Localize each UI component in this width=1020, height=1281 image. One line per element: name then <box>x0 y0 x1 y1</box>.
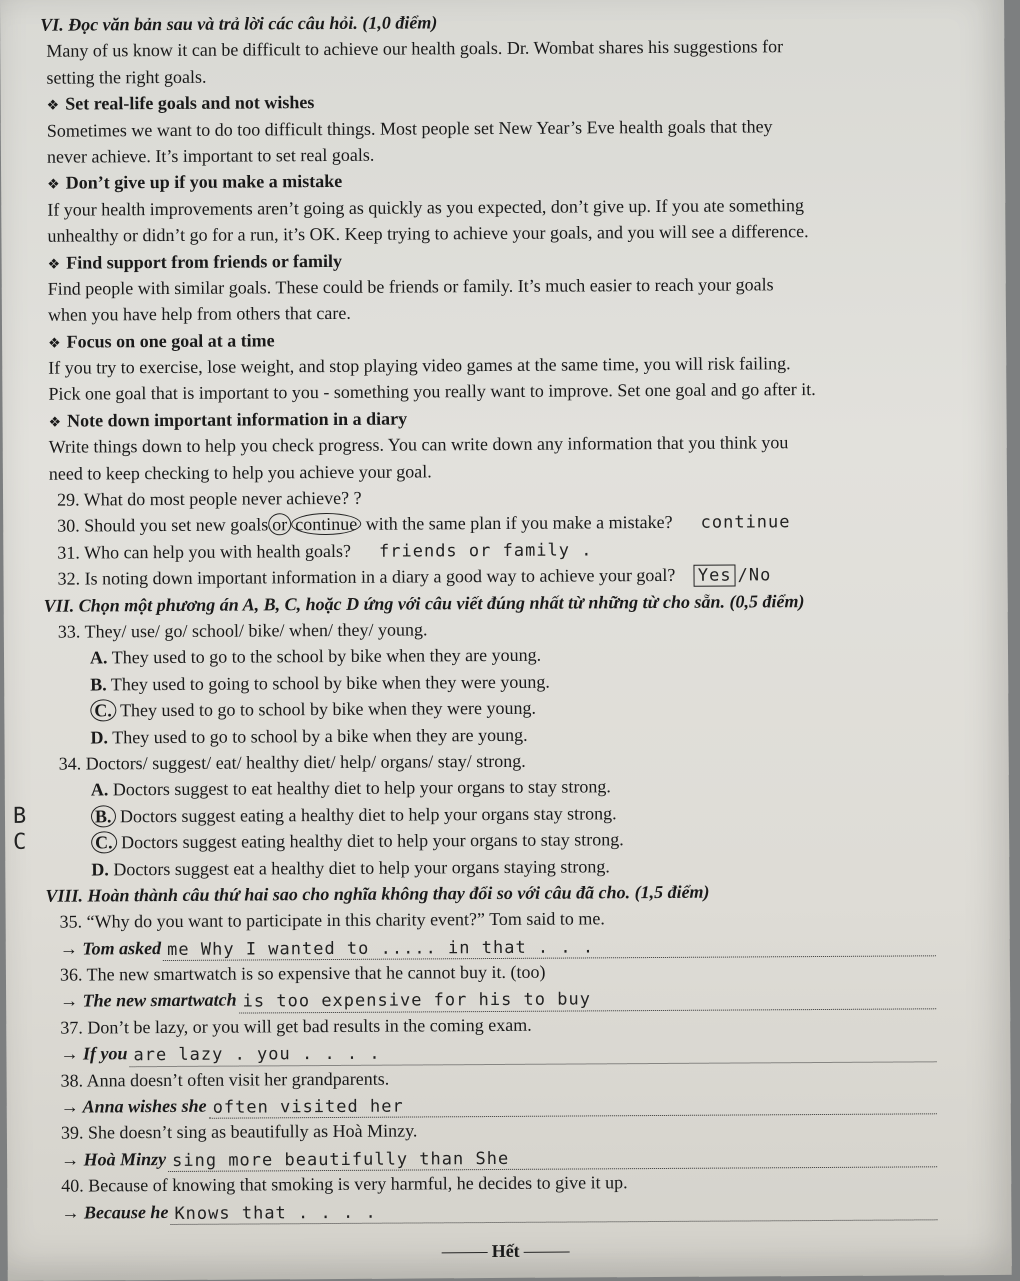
diamond-bullet-icon: ❖ <box>46 97 60 114</box>
handwritten-answer: are lazy . you . . . . <box>133 1043 381 1066</box>
answer-line-39: → Hoà Minzy sing more beautifully than She <box>47 1141 937 1173</box>
handwritten-answer: friends or family . <box>378 540 593 562</box>
boxed-yes: Yes <box>694 565 736 587</box>
diamond-bullet-icon: ❖ <box>47 176 60 194</box>
intro-line-2: setting the right goals. <box>46 66 207 88</box>
option-d: D. They used to go to school by a bike when they are young. <box>90 724 528 748</box>
tip-text: unhealthy or didn’t go for a run, it’s OK. Keep trying to achieve your goals, and you will see a difference. <box>47 221 809 246</box>
option-d: D. Doctors suggest eat a healthy diet to help your organs staying strong. <box>91 855 610 879</box>
margin-mark-c: C <box>13 829 27 856</box>
option-b: B. They used to going to school by bike when they were young. <box>90 671 550 695</box>
footer-rule <box>524 1252 570 1253</box>
question-30: 30. Should you set new goals or continue with the same plan if you make a mistake? continue <box>57 512 791 537</box>
question-38: 38. Anna doesn’t often visit her grandparents. <box>60 1068 390 1091</box>
intro-line-1: Many of us know it can be difficult to achieve our health goals. Dr. Wombat shares his suggestions for <box>46 36 784 62</box>
section-7-heading: VII. Chọn một phương án A, B, C, hoặc D ứng với câu viết đúng nhất từ những từ cho sẵn. (0,5 điểm) <box>43 590 805 616</box>
circled-continue: continue <box>291 513 361 535</box>
diamond-bullet-icon: ❖ <box>47 256 61 273</box>
question-31: 31. Who can help you with health goals? friends or family . <box>57 540 593 563</box>
tip-text: need to keep checking to help you achieve your goal. <box>48 461 432 484</box>
section-8-heading: VIII. Hoàn thành câu thứ hai sao cho nghĩa không thay đổi so với câu đã cho. (1,5 điểm) <box>45 881 710 906</box>
question-34: 34. Doctors/ suggest/ eat/ healthy diet/ help/ organs/ stay/ strong. <box>58 750 526 774</box>
section-6-heading: VI. Đọc văn bản sau và trả lời các câu hỏi. (1,0 điểm) <box>40 12 438 35</box>
answer-line-36: → The new smartwatch is too expensive for his to buy <box>46 983 936 1015</box>
tip-heading: ❖ Don’t give up if you make a mistake <box>47 171 343 194</box>
handwritten-answer: sing more beautifully than She <box>172 1148 510 1171</box>
option-c-circled: C. They used to go to school by bike when they were young. <box>44 692 934 724</box>
question-39: 39. She doesn’t sing as beautifully as Hoà Minzy. <box>60 1120 418 1144</box>
question-40: 40. Because of knowing that smoking is very harmful, he decides to give it up. <box>61 1172 628 1196</box>
answer-line-38: → Anna wishes she often visited her <box>47 1088 937 1120</box>
exam-content <box>12 6 937 1225</box>
option-c-circled: C C. Doctors suggest eating healthy diet to help your organs to stay strong. <box>13 829 624 856</box>
tip-text: never achieve. It’s important to set real goals. <box>46 144 375 167</box>
question-32: 32. Is noting down important information in a diary a good way to achieve your goal? Yes /No <box>57 565 772 589</box>
tip-text: If your health improvements aren’t going as quickly as you expected, don’t give up. If you ate something <box>47 194 804 220</box>
circled-or: or <box>268 514 291 536</box>
tip-heading: ❖ Note down important information in a diary <box>48 408 408 431</box>
tip-heading: ❖ Focus on one goal at a time <box>48 330 275 352</box>
option-b-circled: B B. Doctors suggest eating a healthy diet to help your organs stay strong. <box>12 802 617 829</box>
handwritten-answer: often visited her <box>212 1096 404 1118</box>
tip-text: If you try to exercise, lose weight, and stop playing video games at the same time, you will risk failing. <box>48 353 791 378</box>
answer-blank <box>170 1201 937 1225</box>
option-a: A. Doctors suggest to eat healthy diet to help your organs to stay strong. <box>90 776 611 800</box>
question-35: 35. “Why do you want to participate in this charity event?” Tom said to me. <box>59 908 605 932</box>
tip-text: when you have help from others that care. <box>47 303 351 326</box>
answer-line-35: → Tom asked me Why I wanted to ..... in that . . . <box>46 930 936 962</box>
answer-line-40: → Because he Knows that . . . . <box>47 1194 937 1226</box>
answer-line-37: → If you are lazy . you . . . . <box>46 1036 936 1068</box>
diamond-bullet-icon: ❖ <box>48 335 61 352</box>
handwritten-answer: me Why I wanted to ..... in that . . . <box>167 937 595 960</box>
question-33: 33. They/ use/ go/ school/ bike/ when/ they/ young. <box>57 619 428 642</box>
tip-text: Pick one goal that is important to you - something you really want to improve. Set one goal and go after it. <box>48 379 816 405</box>
question-36: 36. The new smartwatch is so expensive that he cannot buy it. (too) <box>59 961 546 985</box>
tip-heading: ❖ Set real-life goals and not wishes <box>46 92 315 114</box>
tip-text: Sometimes we want to do too difficult things. Most people set New Year’s Eve health goals that they <box>46 115 773 141</box>
handwritten-answer: Knows that . . . . <box>174 1202 377 1224</box>
tip-text: Find people with similar goals. These could be friends or family. It’s much easier to reach your goals <box>47 274 774 299</box>
margin-mark-b: B <box>12 803 27 829</box>
handwritten-answer: is too expensive for his to buy <box>242 989 591 1012</box>
tip-heading: ❖ Find support from friends or family <box>47 250 343 273</box>
diamond-bullet-icon: ❖ <box>48 414 62 431</box>
tip-text: Write things down to help you check progress. You can write down any information that you think you <box>48 432 789 457</box>
end-marker: Hết <box>426 1240 586 1262</box>
question-29: 29. What do most people never achieve? ? <box>56 487 362 510</box>
option-a: A. They used to go to the school by bike when they are young. <box>89 645 542 668</box>
handwritten-answer: continue <box>700 512 791 534</box>
handwritten-no: /No <box>737 565 772 586</box>
footer-rule <box>441 1252 487 1253</box>
question-37: 37. Don’t be lazy, or you will get bad results in the coming exam. <box>60 1014 532 1038</box>
